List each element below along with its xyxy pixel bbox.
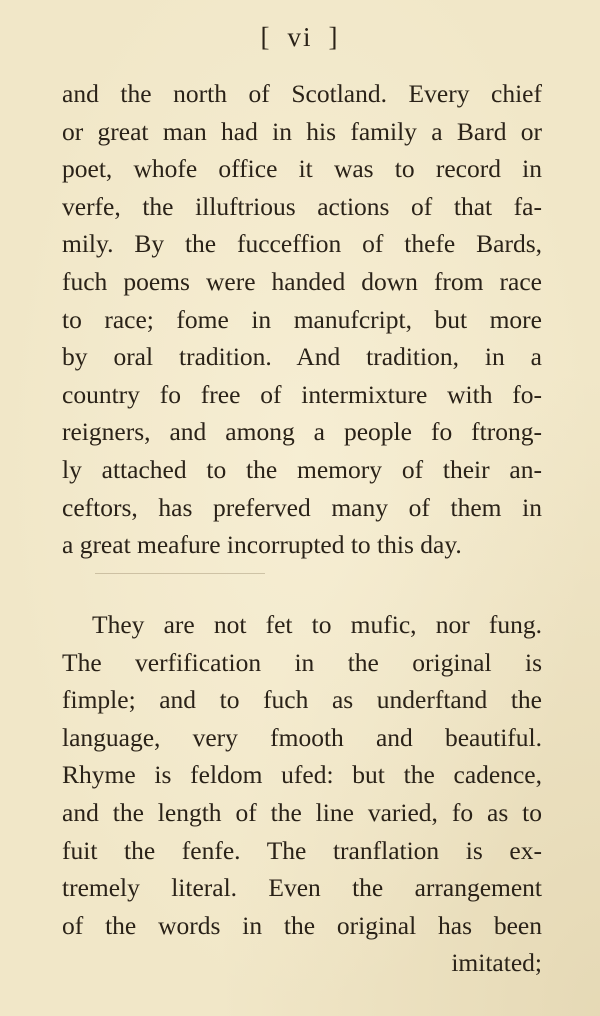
open-bracket: [: [260, 22, 272, 52]
text-line: and the north of Scotland. Every chief: [62, 79, 542, 108]
text-line: and the length of the line varied, fo as to: [62, 797, 542, 827]
text-line: fuch poems were handed down from race: [62, 266, 542, 296]
text-line: language, very fmooth and beautiful.: [62, 722, 542, 752]
text-line: ly attached to the memory of their an-: [62, 454, 542, 484]
page-number: vi: [287, 22, 313, 52]
text-line: They are not fet to mufic, nor fung.: [92, 610, 542, 639]
text-line: tremely literal. Even the arrangement: [62, 873, 542, 903]
close-bracket: ]: [328, 22, 340, 52]
text-line: country fo free of intermixture with fo-: [62, 379, 542, 409]
text-line: verfe, the illuftrious actions of that fa-: [62, 191, 542, 221]
text-line: Rhyme is feldom ufed: but the cadence,: [62, 760, 542, 790]
text-line: reigners, and among a people fo ftrong-: [62, 417, 542, 447]
text-line: of the words in the original has been: [62, 910, 542, 940]
text-line: mily. By the fucceffion of thefe Bards,: [62, 229, 542, 259]
text-line: by oral tradition. And tradition, in a: [62, 342, 542, 372]
text-line: poet, whofe office it was to record in: [62, 154, 542, 184]
faint-divider: [95, 573, 265, 574]
text-line: to race; fome in manufcript, but more: [62, 304, 542, 334]
page-header: [0, 22, 600, 53]
text-line: ceftors, has preferved many of them in: [62, 492, 542, 522]
catchword: imitated;: [451, 948, 542, 978]
text-line: or great man had in his family a Bard or: [62, 116, 542, 146]
text-line: fuit the fenfe. The tranflation is ex-: [62, 835, 542, 865]
text-line: fimple; and to fuch as underftand the: [62, 685, 542, 715]
text-line: The verfification in the original is: [62, 647, 542, 677]
text-line: a great meafure incorrupted to this day.: [62, 530, 462, 560]
paragraph-2: [62, 606, 542, 982]
paragraph-1: [62, 75, 542, 564]
